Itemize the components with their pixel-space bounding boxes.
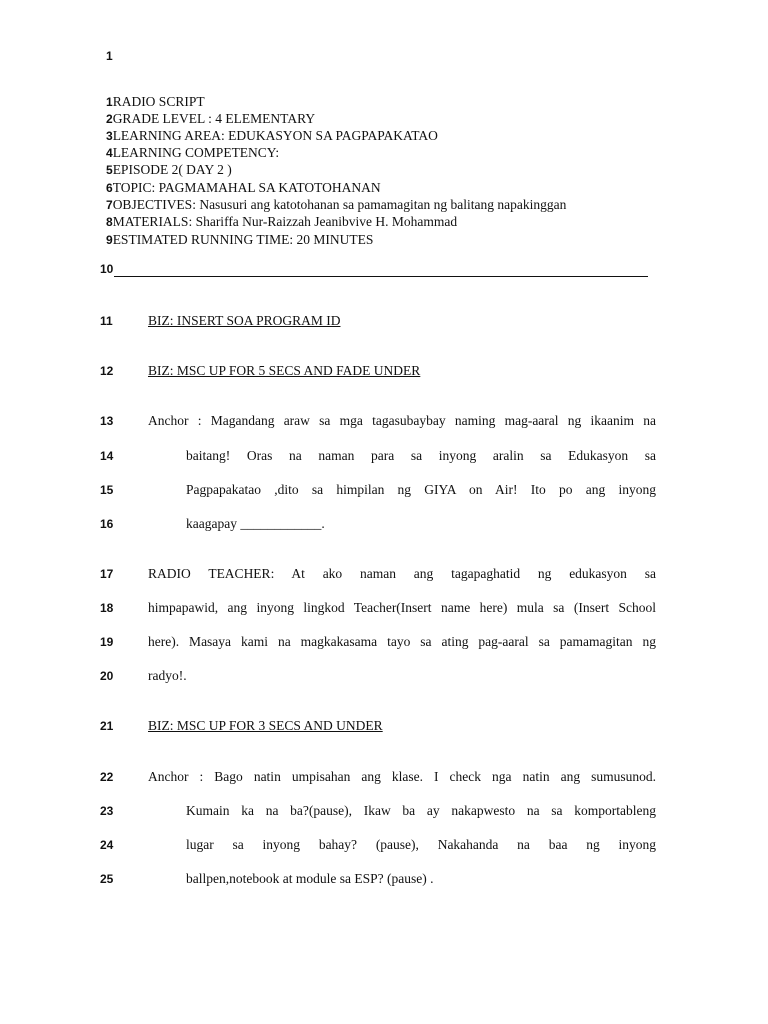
separator-line [100,262,648,278]
header-line: 3LEARNING AREA: EDUKASYON SA PAGPAPAKATAO [106,128,438,143]
biz-cue: BIZ: MSC UP FOR 3 SECS AND UNDER [148,718,383,733]
line-number: 20 [100,669,114,683]
biz-cue: BIZ: INSERT SOA PROGRAM ID [148,313,341,328]
script-line: radyo!. [148,668,187,683]
header-line: 8MATERIALS: Shariffa Nur-Raizzah Jeanibvive H. Mohammad [106,214,458,229]
line-number: 16 [100,517,114,531]
script-line: baitang! Oras na naman para sa inyong aralin sa Edukasyon sa [186,448,656,463]
line-number: 21 [100,719,114,733]
teacher-line: RADIO TEACHER: At ako naman ang tagapaghatid ng edukasyon sa [148,566,656,581]
line-number: 14 [100,449,114,463]
separator-rule [114,276,648,277]
header-line: 6TOPIC: PAGMAMAHAL SA KATOTOHANAN [106,180,381,195]
line-number: 10 [100,262,114,276]
line-number: 15 [100,483,114,497]
line-number: 13 [100,414,114,428]
script-line: here). Masaya kami na magkakasama tayo sa ating pag-aaral sa pamamagitan ng [148,634,656,649]
header-line: 5EPISODE 2( DAY 2 ) [106,162,232,177]
header-line: 2GRADE LEVEL : 4 ELEMENTARY [106,111,316,126]
line-number: 11 [100,314,113,328]
line-number: 18 [100,601,114,615]
line-number: 17 [100,567,114,581]
script-line: Kumain ka na ba?(pause), Ikaw ba ay nakapwesto na sa komportableng [186,803,656,818]
biz-cue: BIZ: MSC UP FOR 5 SECS AND FADE UNDER [148,363,421,378]
line-number: 19 [100,635,114,649]
line-number: 24 [100,838,114,852]
line-number: 12 [100,364,114,378]
script-line: ballpen,notebook at module sa ESP? (pause) . [186,871,434,886]
line-number: 25 [100,872,114,886]
line-number: 22 [100,770,114,784]
line-number: 23 [100,804,114,818]
anchor-line: Anchor : Bago natin umpisahan ang klase. I check nga natin ang sumusunod. [148,769,656,784]
page-number: 1 [106,49,113,63]
script-line: lugar sa inyong bahay? (pause), Nakahanda na baa ng inyong [186,837,656,852]
header-line: 7OBJECTIVES: Nasusuri ang katotohanan sa pamamagitan ng balitang napakinggan [106,197,567,212]
header-line: 9ESTIMATED RUNNING TIME: 20 MINUTES [106,232,374,247]
anchor-line: Anchor : Magandang araw sa mga tagasubaybay naming mag-aaral ng ikaanim na [148,413,656,428]
header-line: 4LEARNING COMPETENCY: [106,145,280,160]
script-line: kaagapay ____________. [186,516,325,531]
script-line: himpapawid, ang inyong lingkod Teacher(Insert name here) mula sa (Insert School [148,600,656,615]
header-line: 1RADIO SCRIPT [106,94,205,109]
script-line: Pagpapakatao ,dito sa himpilan ng GIYA on Air! Ito po ang inyong [186,482,656,497]
